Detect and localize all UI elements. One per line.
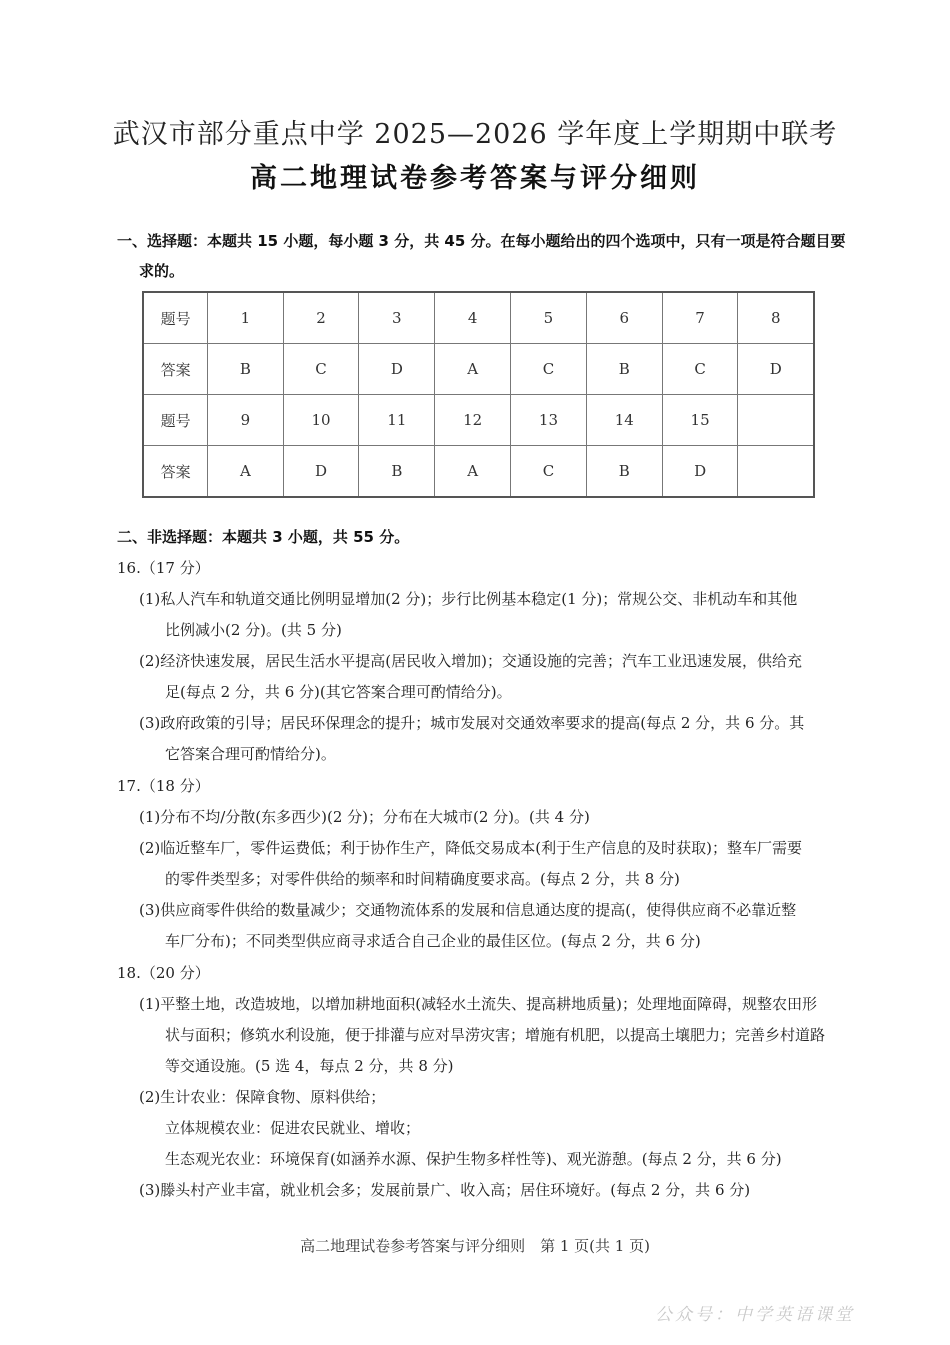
answer-table	[142, 291, 815, 498]
answer-item	[117, 802, 852, 833]
table-cell: 12	[435, 395, 511, 446]
table-cell: 14	[586, 395, 662, 446]
answer-line: (2)临近整车厂，零件运费低；利于协作生产，降低交易成本(利于生产信息的及时获取)；整车厂需要	[139, 839, 802, 857]
question-number: 16.（17 分）	[117, 559, 210, 577]
answer-line: (1)平整土地，改造坡地，以增加耕地面积(减轻水土流失、提高耕地质量)；处理地面障碍，规整农田形	[139, 995, 817, 1013]
table-cell: 2	[283, 292, 359, 344]
table-cell: A	[435, 446, 511, 498]
table-cell	[738, 446, 814, 498]
table-cell: 4	[435, 292, 511, 344]
table-cell: 11	[359, 395, 435, 446]
answer-line: (2)生计农业：保障食物、原料供给；	[139, 1088, 386, 1106]
table-cell: A	[208, 446, 283, 498]
table-row	[143, 395, 814, 446]
question-17	[117, 771, 852, 957]
answer-line: (1)分布不均/分散(东多西少)(2 分)；分布在大城市(2 分)。(共 4 分)	[139, 808, 590, 826]
question-number: 17.（18 分）	[117, 777, 210, 795]
table-cell: 6	[586, 292, 662, 344]
table-cell: A	[435, 344, 511, 395]
table-cell: D	[283, 446, 359, 498]
table-cell: D	[662, 446, 738, 498]
table-cell: 9	[208, 395, 283, 446]
table-cell: 10	[283, 395, 359, 446]
answer-item	[117, 1082, 852, 1175]
table-cell: D	[359, 344, 435, 395]
table-cell: 5	[511, 292, 587, 344]
question-18	[117, 958, 852, 1206]
answer-line: 等交通设施。(5 选 4，每点 2 分，共 8 分)	[165, 1057, 454, 1075]
table-cell: B	[586, 446, 662, 498]
document-title: 高二地理试卷参考答案与评分细则	[250, 163, 700, 194]
table-row	[143, 344, 814, 395]
page-footer: 高二地理试卷参考答案与评分细则 第 1 页(共 1 页)	[300, 1237, 650, 1255]
question-16	[117, 553, 852, 770]
answer-line: 足(每点 2 分，共 6 分)(其它答案合理可酌情给分)。	[165, 683, 512, 701]
table-cell: 8	[738, 292, 814, 344]
answer-item	[117, 708, 852, 770]
table-cell: C	[511, 344, 587, 395]
answer-line: 的零件类型多；对零件供给的频率和时间精确度要求高。(每点 2 分，共 8 分)	[165, 870, 680, 888]
table-cell: B	[359, 446, 435, 498]
table-cell: D	[738, 344, 814, 395]
answer-line: (3)供应商零件供给的数量减少；交通物流体系的发展和信息通达度的提高(，使得供应商不必靠近整	[139, 901, 797, 919]
table-cell: C	[511, 446, 587, 498]
table-row	[143, 446, 814, 498]
table-cell	[738, 395, 814, 446]
answer-line: 比例减小(2 分)。(共 5 分)	[165, 621, 342, 639]
section2-heading: 二、非选择题：本题共 3 小题，共 55 分。	[117, 528, 410, 546]
answer-line: 生态观光农业：环境保育(如涵养水源、保护生物多样性等)、观光游憩。(每点 2 分，共 6 分)	[165, 1150, 782, 1168]
answer-line: (1)私人汽车和轨道交通比例明显增加(2 分)；步行比例基本稳定(1 分)；常规公交、非机动车和其他	[139, 590, 798, 608]
table-cell: 3	[359, 292, 435, 344]
table-cell: 15	[662, 395, 738, 446]
table-cell: 1	[208, 292, 283, 344]
row-label: 题号	[143, 292, 208, 344]
answer-line: (3)滕头村产业丰富，就业机会多；发展前景广、收入高；居住环境好。(每点 2 分，共 6 分)	[139, 1181, 751, 1199]
answer-line: 车厂分布)；不同类型供应商寻求适合自己企业的最佳区位。(每点 2 分，共 6 分)	[165, 932, 701, 950]
section1-heading	[117, 226, 847, 286]
table-cell: 13	[511, 395, 587, 446]
answer-item	[117, 1175, 852, 1206]
row-label: 答案	[143, 344, 208, 395]
table-cell: B	[586, 344, 662, 395]
section1-heading-line1: 一、选择题：本题共 15 小题，每小题 3 分，共 45 分。在每小题给出的四个选项中，只有一项是符合题目要	[117, 232, 846, 250]
answer-line: (3)政府政策的引导；居民环保理念的提升；城市发展对交通效率要求的提高(每点 2 分，共 6 分。其	[139, 714, 805, 732]
table-cell: B	[208, 344, 283, 395]
answer-item	[117, 646, 852, 708]
table-cell: 7	[662, 292, 738, 344]
exam-title: 武汉市部分重点中学 2025—2026 学年度上学期期中联考	[112, 119, 838, 150]
answer-line: (2)经济快速发展，居民生活水平提高(居民收入增加)；交通设施的完善；汽车工业迅速发展，供给充	[139, 652, 802, 670]
answer-item	[117, 584, 852, 646]
row-label: 答案	[143, 446, 208, 498]
answer-item	[117, 989, 852, 1082]
answer-item	[117, 895, 852, 957]
answer-line: 状与面积；修筑水利设施，便于排灌与应对旱涝灾害；增施有机肥，以提高土壤肥力；完善乡村道路	[165, 1026, 826, 1044]
watermark: 公众号：中学英语课堂	[655, 1305, 855, 1325]
table-cell: C	[283, 344, 359, 395]
question-number: 18.（20 分）	[117, 964, 210, 982]
table-row	[143, 292, 814, 344]
answer-line: 立体规模农业：促进农民就业、增收；	[165, 1119, 421, 1137]
table-cell: C	[662, 344, 738, 395]
answer-item	[117, 833, 852, 895]
answer-line: 它答案合理可酌情给分)。	[165, 745, 336, 763]
section1-heading-line2: 求的。	[139, 262, 185, 280]
row-label: 题号	[143, 395, 208, 446]
